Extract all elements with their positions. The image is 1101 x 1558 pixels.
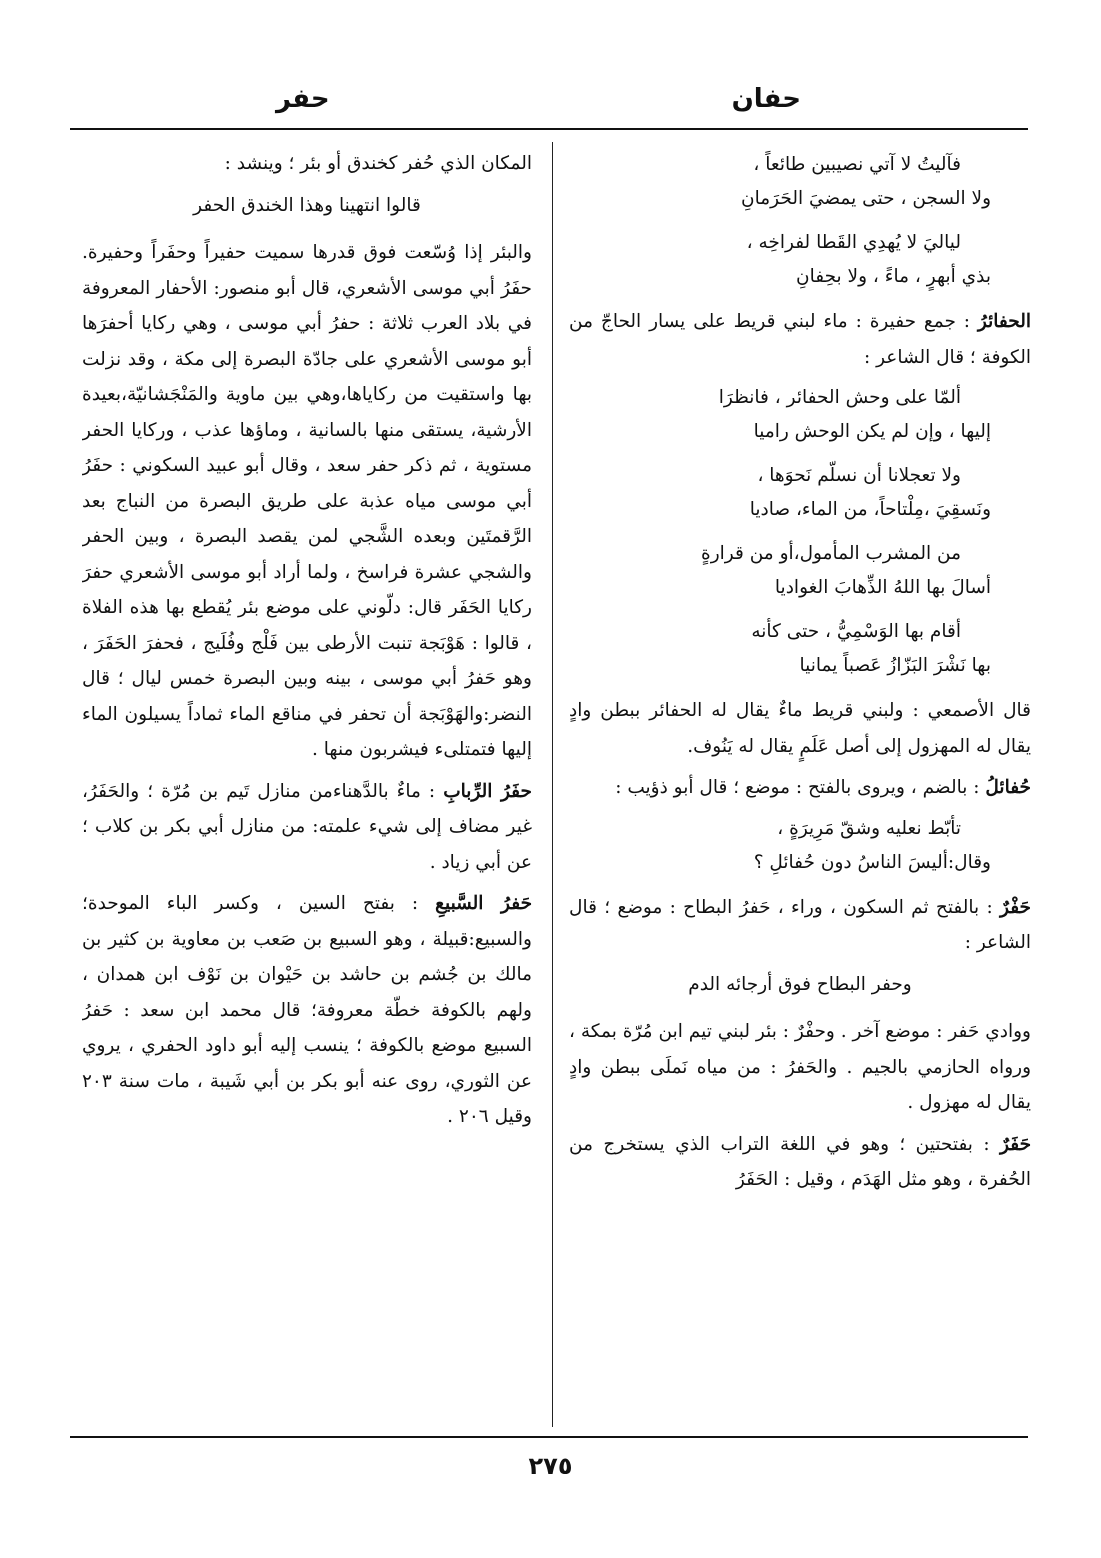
verse-line: من المشرب المأمول،أو من قرارةٍ	[701, 543, 961, 564]
entry-paragraph	[82, 886, 532, 1135]
verse	[569, 226, 1031, 294]
verse-line: بها نَشْرَ البَزّازُ عَصباً يمانيا	[799, 655, 991, 676]
entry-text: : ماءٌ بالدَّهناءمن منازل تَيم بن مُرّة ؛ والحَفَرُ، غير مضاف إلى شيء علمته: من منازل أبي بكر بن كلاب ؛ عن أبي زياد .	[82, 780, 532, 873]
running-header-left: حفر	[276, 84, 330, 114]
entry-text: : بالضم ، ويروى بالفتح : موضع ؛ قال أبو ذؤيب :	[615, 777, 980, 798]
quoted-verse: قالوا انتهينا وهذا الخندق الحفر	[193, 194, 421, 216]
quoted-verse: وحفر البطاح فوق أرجائه الدم	[688, 973, 912, 995]
footer-rule	[70, 1436, 1028, 1438]
entry-paragraph	[569, 890, 1031, 961]
running-header-right: حفان	[731, 84, 801, 114]
verse-line: بذي أبهرٍ ، ماءً ، ولا بحِفانِ	[796, 266, 991, 287]
entry-headword: حَفرُ السَّبيعِ	[435, 893, 532, 914]
verse	[569, 148, 1031, 216]
verse-line: لياليَ لا يُهدِي القَطا لفراخِه ،	[746, 232, 961, 253]
entry-text: : بفتح السين ، وكسر الباء الموحدة؛ والسبيع:قبيلة ، وهو السبيع بن صَعب بن معاوية بن كثير بن مالك بن جُشم بن حاشد بن حَيْوان بن نَوْف ابن همدان ، ولهم بالكوفة خطّة معروفة؛ قال محمد ابن سعد : حَفرُ السبيع موضع بالكوفة ؛ ينسب إليه أبو داود الحفري ، يروي عن الثوري، روى عنه أبو بكر بن أبي شَيبة ، مات سنة ٢٠٣ وقيل ٢٠٦ .	[82, 893, 532, 1127]
column-divider	[552, 142, 553, 1427]
header-rule	[70, 128, 1028, 130]
entry-headword: الحفائرُ	[977, 311, 1031, 332]
entry-paragraph	[569, 770, 1031, 806]
entry-headword: حُفائلُ	[985, 777, 1031, 798]
entry-headword: حَفْرٌ	[999, 896, 1031, 918]
page-number: ٢٧٥	[528, 1452, 573, 1480]
left-column	[82, 146, 532, 1426]
entry-paragraph: قال الأصمعي : ولبني قريط ماءٌ يقال له الحفائر ببطن وادٍ يقال له المهزول إلى أصل عَلَمٍ يقال له يَنُوف.	[569, 700, 1031, 757]
verse-line: فآليتُ لا آتي نصيبين طائعاً ،	[753, 154, 961, 175]
verse-line: ولا السجن ، حتى يمضيَ الحَرَمانِ	[741, 188, 991, 209]
verse-line: تأبّط نعليه وشقّ مَرِيرَةٍ ،	[777, 817, 961, 839]
verse	[569, 615, 1031, 683]
verse-line: ألمّا على وحش الحفائر ، فانظرَا	[718, 387, 961, 408]
verse-line: ولا تعجلانا أن نسلّم نَحوَها ،	[757, 465, 961, 486]
entry-paragraph	[569, 1127, 1031, 1198]
verse-line: ونَسقِيَ ،مِلْتاحاً، من الماء، صاديا	[749, 499, 991, 520]
entry-paragraph	[569, 304, 1031, 375]
entry-paragraph	[82, 774, 532, 881]
entry-headword: حفَرُ الرِّبابِ	[443, 780, 532, 802]
verse-line: وقال:أليسَ الناسُ دون حُفائلِ ؟	[753, 851, 991, 873]
entry-paragraph: والبئر إذا وُسّعت فوق قدرها سميت حفيراً وحفَراً وحفيرة. حفَرُ أبي موسى الأشعري، قال أبو منصور: الأحفار المعروفة في بلاد العرب ثلاثة : حفرُ أبي موسى ، وهي ركايا أحفرَها أبو موسى الأشعري على جادّة البصرة إلى مكة ، وقد نزلت بها واستقيت من ركاياها،وهي بين ماوية والمَنْجَشانيّة،بعيدة الأرشية، يستقى منها بالسانية ، وماؤها عذب ، وركايا الحفر مستوية ، ثم ذكر حفر سعد ، وقال أبو عبيد السكوني : حفَرُ أبي موسى مياه عذبة على طريق البصرة من النباج بعد الرَّقمتَين وبعده الشَّجي لمن يقصد البصرة ، وبين الحفر والشجي عشرة فراسخ ، ولما أراد أبو موسى الأشعري حفرَ ركايا الحَفَر قال: دلّوني على موضع بئر يُقطع بها هذه الفلاة ، قالوا : هَوْبَجة تنبت الأرطى بين فَلْج وفُلَيج ، فحفرَ الحَفَرَ ، وهو حَفرُ أبي موسى ، بينه وبين البصرة خمس ليال ؛ قال النضر:والهَوْبَجة أن تحفر في مناقع الماء ثماداً يسيلون الماء إليها فتمتلىء فيشربون منها .	[82, 242, 532, 760]
verse	[569, 459, 1031, 527]
entry-text: : بفتحتين ؛ وهو في اللغة التراب الذي يستخرج من الحُفرة ، وهو مثل الهَدَم ، وقيل : الحَفَرُ	[569, 1133, 1031, 1190]
verse	[569, 812, 1031, 880]
verse-line: أقام بها الوَسْمِيُّ ، حتى كأنه	[751, 621, 961, 642]
entry-text: : بالفتح ثم السكون ، وراء ، حَفرُ البطاح : موضع ؛ قال الشاعر :	[569, 896, 1031, 953]
verse	[569, 381, 1031, 449]
entry-headword: حَفَرٌ	[1000, 1133, 1031, 1155]
verse-line: إليها ، وإن لم يكن الوحش راميا	[753, 421, 991, 442]
entry-paragraph: المكان الذي حُفر كخندق أو بئر ؛ وينشد :	[224, 153, 532, 174]
verse	[569, 537, 1031, 605]
verse-line: أسالَ بها اللهُ الذِّهابَ الغواديا	[774, 577, 991, 598]
right-column	[569, 146, 1031, 1426]
entry-text: : جمع حفيرة : ماء لبني قريط على يسار الحاجّ من الكوفة ؛ قال الشاعر :	[569, 311, 1031, 368]
entry-paragraph: ووادي حَفر : موضع آخر . وحفْرٌ : بئر لبني تيم ابن مُرّة بمكة ، ورواه الحازمي بالجيم . والحَفرُ : من مياه نَملَى ببطن وادٍ يقال له مهزول .	[569, 1021, 1031, 1113]
